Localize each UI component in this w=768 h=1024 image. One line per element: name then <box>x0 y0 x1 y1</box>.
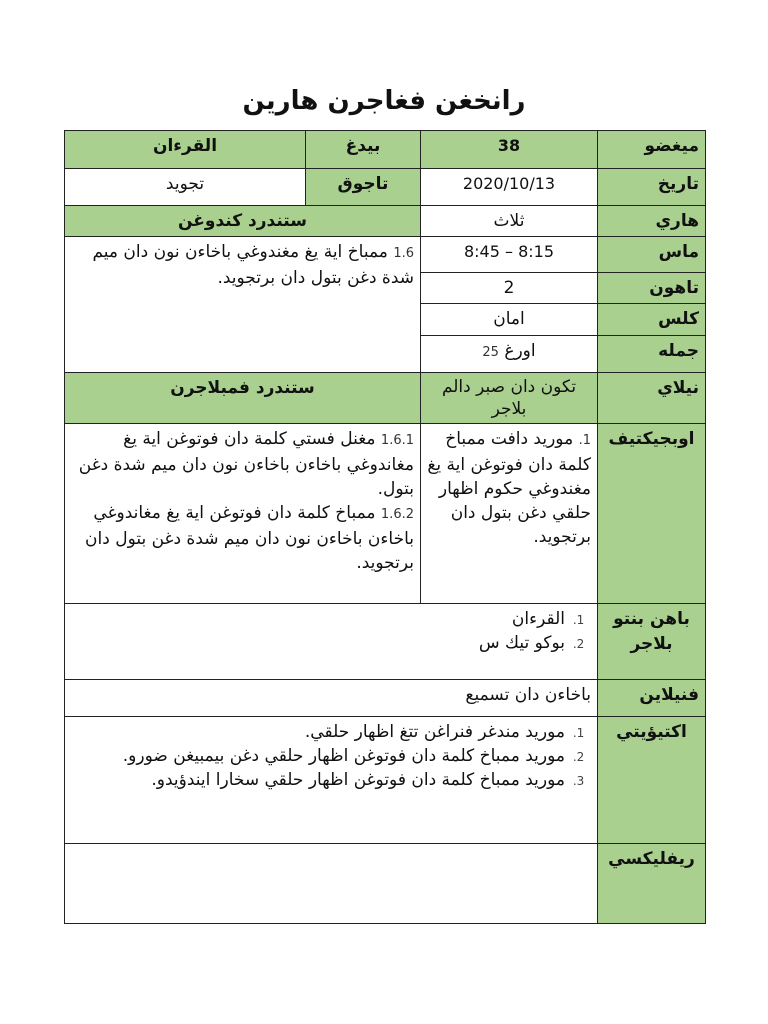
year-value: 2 <box>421 273 598 304</box>
row-materials <box>65 604 706 680</box>
field-value: القرءان <box>65 131 306 169</box>
class-value: امان <box>421 304 598 336</box>
label-values: نيلاي <box>598 373 706 424</box>
list-item: 2. موريد ممباخ كلمة دان فوتوغن اظهار حلقي دغن بيمبيغن ضورو. <box>71 744 569 768</box>
row-reflection <box>65 844 706 924</box>
learning-standard-cell <box>65 424 421 604</box>
page-title: رانخغن فغاجرن هارين <box>242 86 526 116</box>
row-date <box>65 169 706 206</box>
total-unit: اورغ <box>504 341 536 361</box>
values-text: تكون دان صبر دالم بلاجر <box>421 373 598 424</box>
learning-standard-2: 1.6.2 ممباخ كلمة دان فوتوغن اية يغ مغاندوغي باخاءن باخاءن نون دان ميم شدة دغن بتول دان برتجويد. <box>85 503 414 573</box>
total-count: 25 <box>482 345 499 360</box>
objective-number: 1. <box>578 433 591 448</box>
label-approach: فنيلاين <box>598 680 706 717</box>
learning-standard-1: 1.6.1 مغنل فستي كلمة دان فوتوغن اية يغ مغاندوغي باخاءن باخاءن نون دان ميم شدة دغن بتول. <box>78 429 414 499</box>
label-class: كلس <box>598 304 706 336</box>
label-time: ماس <box>598 237 706 273</box>
row-day <box>65 206 706 237</box>
list-item: 2. بوكو تيك س <box>71 631 569 655</box>
materials-list <box>71 607 591 655</box>
label-day: هاري <box>598 206 706 237</box>
label-year: تاهون <box>598 273 706 304</box>
content-standard-code: 1.6 <box>393 246 414 261</box>
total-value <box>421 336 598 373</box>
row-activity <box>65 717 706 844</box>
label-reflection: ريفليكسي <box>598 844 706 924</box>
content-standard-cell <box>65 237 421 373</box>
row-subject <box>65 131 706 169</box>
row-objective <box>65 424 706 604</box>
label-field: بيدغ <box>306 131 421 169</box>
label-materials: باهن بنتو بلاجر <box>598 604 706 680</box>
activity-cell <box>65 717 598 844</box>
row-values <box>65 373 706 424</box>
list-item: 3. موريد ممباخ كلمة دان فوتوغن اظهار حلقي سخارا ايندؤيدو. <box>71 768 569 792</box>
label-total: جمله <box>598 336 706 373</box>
label-content-standard: ستندرد كندوغن <box>65 206 421 237</box>
label-activity: اكتيؤيتي <box>598 717 706 844</box>
label-learning-standard: ستندرد فمبلاجرن <box>65 373 421 424</box>
materials-cell <box>65 604 598 680</box>
time-value: 8:45 – 8:15 <box>421 237 598 273</box>
label-topic: تاجوق <box>306 169 421 206</box>
approach-value: باخاءن دان تسميع <box>65 680 598 717</box>
list-item: 1. القرءان <box>71 607 569 631</box>
day-value: ثلاث <box>421 206 598 237</box>
row-time <box>65 237 706 273</box>
week-value: 38 <box>421 131 598 169</box>
objective-text: موريد دافت ممباخ كلمة دان فوتوغن اية يغ مغندوغي حكوم اظهار حلقي دغن بتول دان برتجويد. <box>427 429 591 547</box>
row-approach <box>65 680 706 717</box>
lesson-plan-table <box>64 130 706 924</box>
list-item: 1. موريد مندغر فنراغن تتغ اظهار حلقي. <box>71 720 569 744</box>
activity-list <box>71 720 591 792</box>
date-value: 2020/10/13 <box>421 169 598 206</box>
content-standard-text: ممباخ اية يغ مغندوغي باخاءن نون دان ميم شدة دغن بتول دان برتجويد. <box>92 242 414 288</box>
reflection-value <box>65 844 598 924</box>
label-objective: اوبجيكتيف <box>598 424 706 604</box>
label-date: تاريخ <box>598 169 706 206</box>
label-subject: ميغضو <box>598 131 706 169</box>
objective-cell <box>421 424 598 604</box>
topic-value: تجويد <box>65 169 306 206</box>
